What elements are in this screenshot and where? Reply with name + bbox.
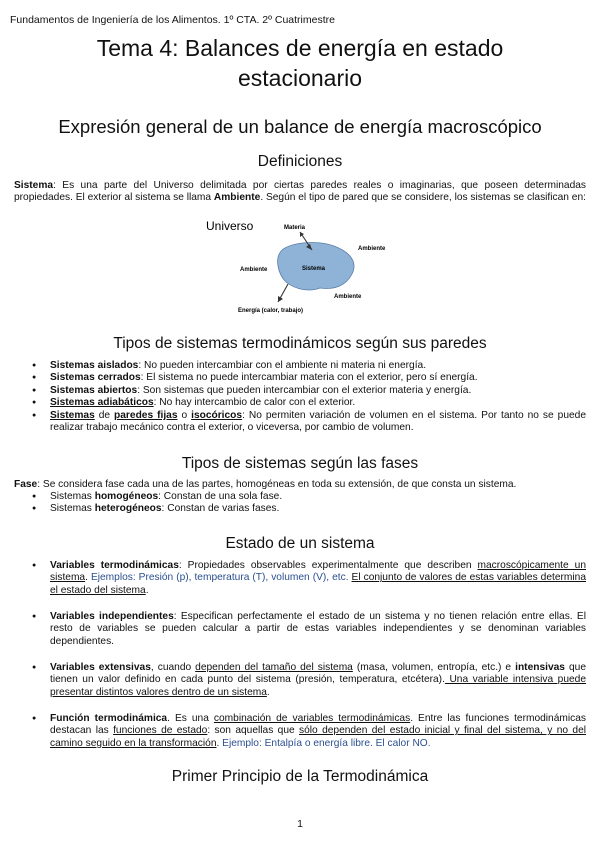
list-fases [14, 491, 586, 516]
page-number: 1 [297, 818, 303, 830]
list-item: ● Sistemas de paredes fijas o isocóricos: No permiten variación de volumen en el sistema. Por tanto no se puede realizar trabajo mecánico contra el exterior, o viceversa, por cambio de volumen. [14, 410, 586, 435]
list-item: ● Variables termodinámicas: Propiedades observables experimentalmente que describen macroscópicamente un sistema. Ejemplos: Presión (p), temperatura (T), volumen (V), etc. El conjunto de valores de estas variables determina el estado del sistema. [14, 560, 586, 597]
list-estado-ve [14, 662, 586, 699]
definicion-sistema: Sistema: Es una parte del Universo delimitada por ciertas paredes reales o imaginarias, que poseen determinadas propiedades. El exterior al sistema se llama Ambiente. Según el tipo de pared que se considere, los sistemas se clasifican en: [14, 180, 586, 204]
list-item: ● Sistemas aislados: No pueden intercambiar con el ambiente ni materia ni energía. [14, 360, 586, 372]
diagram-label-ambiente-left: Ambiente [240, 267, 268, 273]
list-item: ● Variables extensivas, cuando dependen del tamaño del sistema (masa, volumen, entropía, etc.) e intensivas que tienen un valor definido en cada punto del sistema (presión, temperatura, etcétera). Una variable intensiva puede presentar distintos valores dentro de un sistema. [14, 662, 586, 699]
diagram-label-ambiente-bottom: Ambiente [334, 294, 362, 300]
list-estado-ft [14, 713, 586, 750]
list-estado-vt [14, 560, 586, 597]
list-item: ● Sistemas abiertos: Son sistemas que pueden intercambiar con el exterior materia y energía. [14, 385, 586, 397]
system-diagram [200, 216, 400, 316]
list-estado-vi [14, 611, 586, 648]
diagram-label-ambiente-right: Ambiente [358, 246, 386, 252]
diagram-label-sistema: Sistema [302, 266, 326, 272]
diagram-label-energia: Energía (calor, trabajo) [238, 308, 304, 314]
list-item: ● Sistemas cerrados: El sistema no puede intercambiar materia con el exterior, pero sí energía. [14, 372, 586, 384]
heading-primer-principio: Primer Principio de la Termodinámica [171, 768, 429, 785]
list-paredes [14, 360, 586, 434]
running-header: Fundamentos de Ingeniería de los Alimentos. 1º CTA. 2º Cuatrimestre [10, 14, 335, 26]
list-item: ● Sistemas heterogéneos: Constan de varias fases. [14, 503, 586, 515]
heading-paredes: Tipos de sistemas termodinámicos según sus paredes [113, 335, 487, 352]
heading-definiciones: Definiciones [257, 153, 343, 170]
list-item: ● Sistemas homogéneos: Constan de una sola fase. [14, 491, 586, 503]
list-item: ● Variables independientes: Especifican perfectamente el estado de un sistema y no tienen relación entre ellas. El resto de variables se pueden calcular a partir de estas variables independientes y se denominan variables dependientes. [14, 611, 586, 648]
page-title: Tema 4: Balances de energía en estado estacionario [96, 35, 504, 91]
list-item: ● Sistemas adiabáticos: No hay intercambio de calor con el exterior. [14, 397, 586, 409]
list-item: ● Función termodinámica. Es una combinación de variables termodinámicas. Entre las funciones termodinámicas destacan las funciones de estado: son aquellas que sólo dependen del estado inicial y final del sistema, y no del camino seguido en la transformación. Ejemplo: Entalpía o energía libre. El calor NO. [14, 713, 586, 750]
definicion-fase: Fase: Se considera fase cada una de las partes, homogéneas en toda su extensión, de que consta un sistema. [14, 479, 517, 490]
section-subtitle: Expresión general de un balance de energía macroscópico [58, 116, 542, 137]
heading-fases: Tipos de sistemas según las fases [181, 455, 419, 472]
heading-estado: Estado de un sistema [225, 535, 375, 552]
diagram-label-universo: Universo [206, 219, 254, 233]
diagram-label-materia: Materia [284, 225, 306, 231]
